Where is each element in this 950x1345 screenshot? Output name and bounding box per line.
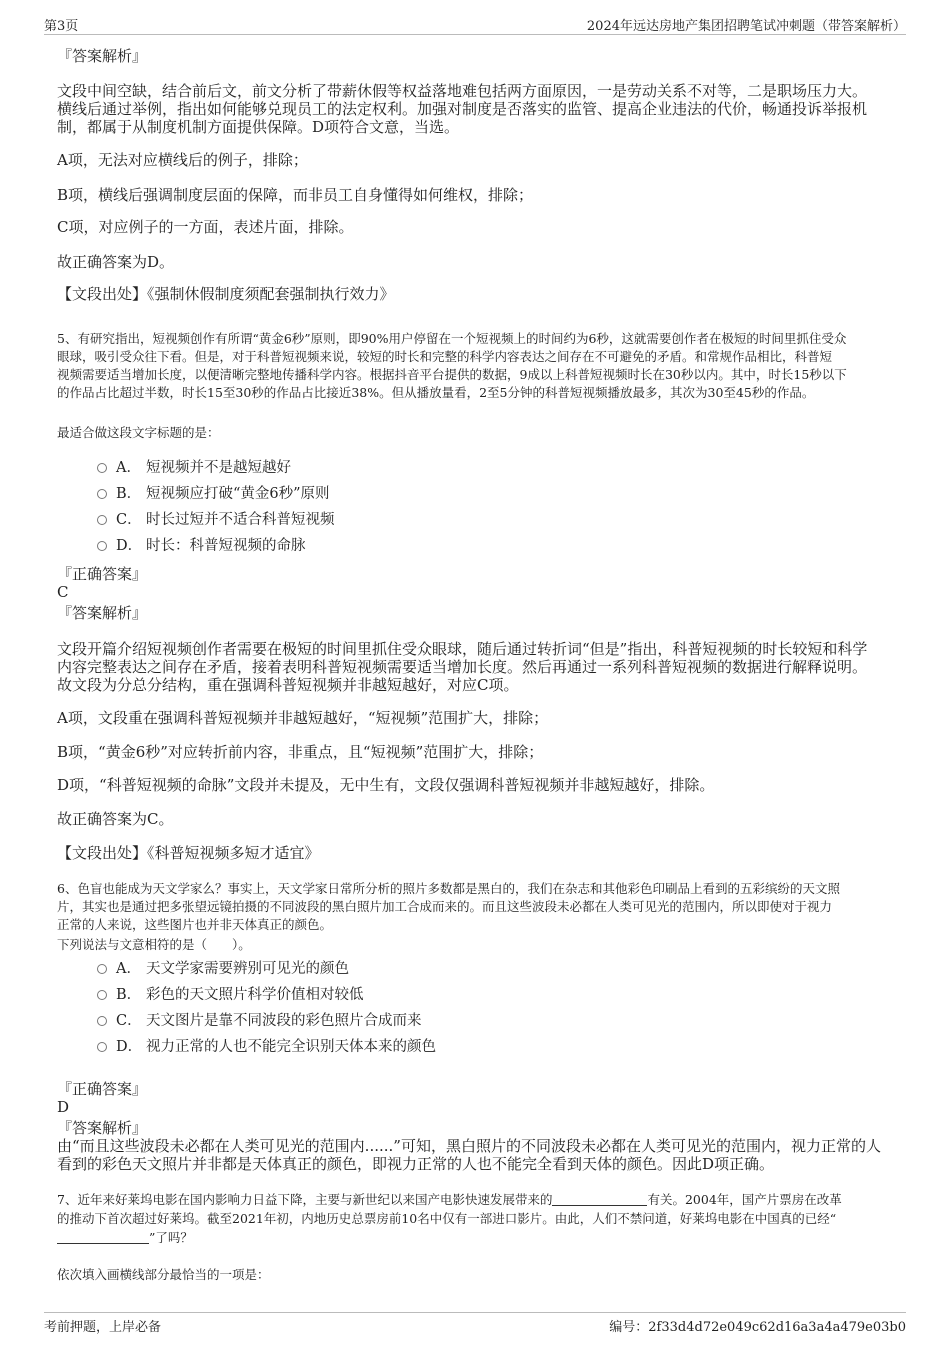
conclusion: 故正确答案为C。: [57, 810, 174, 828]
analysis-text-line: 文段中间空缺，结合前后文，前文分析了带薪休假等权益落地难包括两方面原因，一是劳动关系不对等，二是职场压力大。: [57, 82, 868, 100]
analysis-text-line: 文段开篇介绍短视频创作者需要在极短的时间里抓住受众眼球，随后通过转折词“但是”指出，科普短视频的时长较短和科学: [57, 640, 868, 658]
analysis-label: 『答案解析』: [57, 604, 148, 622]
option-a-analysis: A项，文段重在强调科普短视频并非越短越好，“短视频”范围扩大，排除；: [57, 709, 549, 727]
page-number: 第3页: [44, 19, 79, 34]
page-footer: [44, 1312, 906, 1337]
question-prompt: 依次填入画横线部分最恰当的一项是：: [57, 1267, 270, 1282]
option-a-analysis: A项，无法对应横线后的例子，排除；: [57, 151, 308, 169]
option-a[interactable]: A． 短视频并不是越短越好: [97, 459, 291, 477]
radio-button-icon[interactable]: [97, 990, 107, 1000]
question-text-line: ”了吗？: [57, 1229, 897, 1247]
analysis-text-line: 看到的彩色天文照片并非都是天体真正的颜色，即视力正常的人也不能完全看到天体的颜色。因此D项正确。: [57, 1155, 775, 1173]
option-b-analysis: B项，“黄金6秒”对应转折前内容，非重点，且“短视频”范围扩大，排除；: [57, 743, 544, 761]
question-text-line: 的推动下首次超过好莱坞。截至2021年初，内地历史总票房前10名中仅有一部进口影片。由此，人们不禁问道，好莱坞电影在中国真的已经“: [57, 1211, 837, 1226]
radio-button-icon[interactable]: [97, 1016, 107, 1026]
radio-button-icon[interactable]: [97, 463, 107, 473]
footer-slogan: 考前押题，上岸必备: [44, 1320, 162, 1335]
answer-label: 『正确答案』: [57, 1080, 148, 1098]
question-text-line: 6、色盲也能成为天文学家么？事实上，天文学家日常所分析的照片多数都是黑白的，我们在杂志和其他彩色印刷品上看到的五彩缤纷的天文照: [57, 881, 840, 896]
option-c[interactable]: C． 时长过短并不适合科普短视频: [97, 511, 335, 529]
correct-answer: C: [57, 583, 69, 601]
question-text-line: 视频需要适当增加长度，以便清晰完整地传播科学内容。根据抖音平台提供的数据，9成以上科普短视频时长在30秒以内。其中，时长15秒以下: [57, 367, 847, 382]
correct-answer: D: [57, 1098, 70, 1116]
option-b-analysis: B项，横线后强调制度层面的保障，而非员工自身懂得如何维权，排除；: [57, 186, 534, 204]
analysis-text-line: 制，都属于从制度机制方面提供保障。D项符合文意，当选。: [57, 118, 460, 136]
analysis-label: 『答案解析』: [57, 1119, 148, 1137]
radio-button-icon[interactable]: [97, 489, 107, 499]
radio-button-icon[interactable]: [97, 541, 107, 551]
radio-button-icon[interactable]: [97, 1042, 107, 1052]
analysis-text-line: 故文段为分总分结构，重在强调科普短视频并非越短越好，对应C项。: [57, 676, 519, 694]
source-citation: 【文段出处】《科普短视频多短才适宜》: [57, 844, 320, 862]
radio-button-icon[interactable]: [97, 964, 107, 974]
option-b[interactable]: B． 彩色的天文照片科学价值相对较低: [97, 986, 364, 1004]
question-prompt: 最适合做这段文字标题的是：: [57, 425, 220, 440]
option-b[interactable]: B． 短视频应打破“黄金6秒”原则: [97, 485, 330, 503]
analysis-label: 『答案解析』: [57, 47, 148, 65]
option-a[interactable]: A． 天文学家需要辨别可见光的颜色: [97, 960, 349, 978]
page-header: [44, 14, 906, 35]
question-text-line: 的作品占比超过半数，时长15至30秒的作品占比接近38%。但从播放量看，2至5分钟的科普短视频播放最多，其次为30至45秒的作品。: [57, 385, 815, 400]
radio-button-icon[interactable]: [97, 515, 107, 525]
option-d[interactable]: D． 视力正常的人也不能完全识别天体本来的颜色: [97, 1038, 436, 1056]
analysis-text-line: 横线后通过举例，指出如何能够兑现员工的法定权利。加强对制度是否落实的监管、提高企业违法的代价，畅通投诉举报机: [57, 100, 868, 118]
analysis-text-line: 由“而且这些波段未必都在人类可见光的范围内......”可知，黑白照片的不同波段未必都在人类可见光的范围内，视力正常的人: [57, 1137, 881, 1155]
question-text-line: 片，其实也是通过把多张望远镜拍摄的不同波段的黑白照片加工合成而来的。而且这些波段未必都在人类可见光的范围内，所以即使对于视力: [57, 899, 833, 914]
question-text-line: 眼球，吸引受众往下看。但是，对于科普短视频来说，较短的时长和完整的科学内容表达之间存在不可避免的矛盾。和常规作品相比，科普短: [57, 349, 833, 364]
question-text-line: 7、近年来好莱坞电影在国内影响力日益下降，主要与新世纪以来国产电影快速发展带来的 有关。2004年，国产片票房在改革: [57, 1192, 842, 1207]
analysis-text-line: 内容完整表达之间存在矛盾，接着表明科普短视频需要适当增加长度。然后再通过一系列科普短视频的数据进行解释说明。: [57, 658, 868, 676]
option-c-analysis: C项，对应例子的一方面，表述片面，排除。: [57, 218, 354, 236]
document-title: 2024年远达房地产集团招聘笔试冲刺题（带答案解析）: [586, 19, 906, 34]
answer-label: 『正确答案』: [57, 565, 148, 583]
source-citation: 【文段出处】《强制休假制度须配套强制执行效力》: [57, 285, 395, 303]
option-c[interactable]: C． 天文图片是靠不同波段的彩色照片合成而来: [97, 1012, 422, 1030]
option-d[interactable]: D． 时长：科普短视频的命脉: [97, 537, 306, 555]
question-prompt: 下列说法与文意相符的是（ ）。: [57, 937, 251, 952]
option-d-analysis: D项，“科普短视频的命脉”文段并未提及，无中生有，文段仅强调科普短视频并非越短越好，排除。: [57, 776, 715, 794]
question-text-line: 正常的人来说，这些图片也并非天体真正的颜色。: [57, 917, 333, 932]
fill-blank-1[interactable]: [552, 1193, 647, 1206]
document-id: 编号：2f33d4d72e049c62d16a3a4a479e03b0: [609, 1320, 906, 1335]
conclusion: 故正确答案为D。: [57, 253, 175, 271]
question-text-line: 5、有研究指出，短视频创作有所谓“黄金6秒”原则，即90%用户停留在一个短视频上的时间约为6秒，这就需要创作者在极短的时间里抓住受众: [57, 331, 847, 346]
fill-blank-2[interactable]: [57, 1231, 149, 1244]
